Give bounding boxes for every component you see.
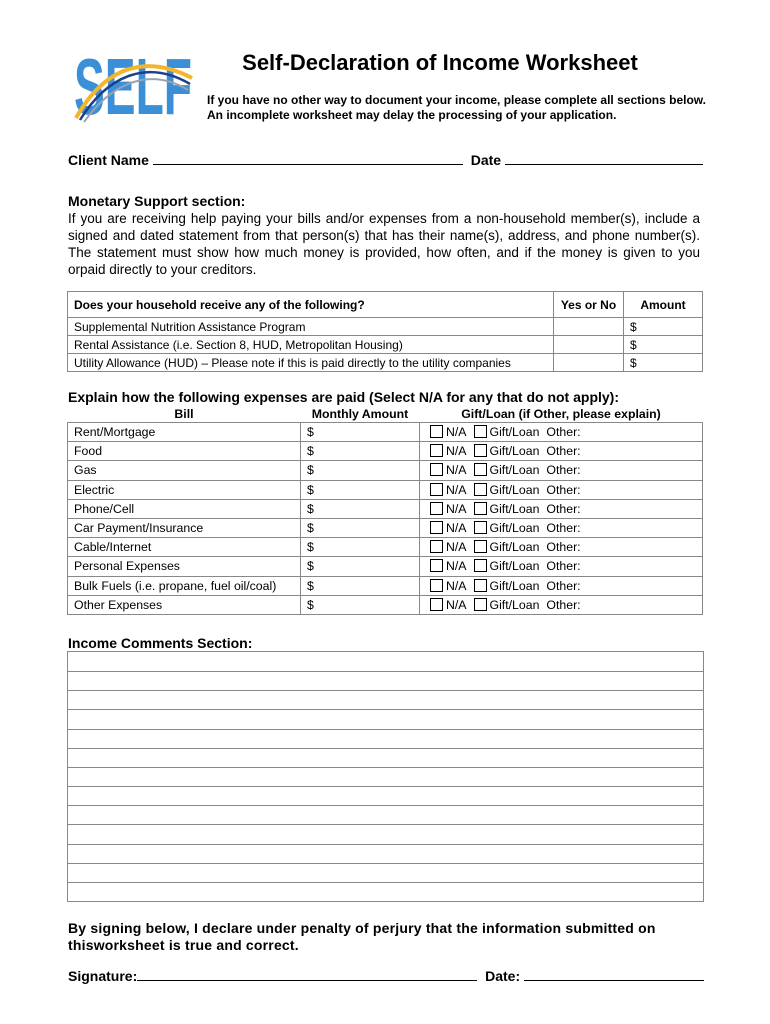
gift-loan-checkbox[interactable] <box>474 483 487 496</box>
table-row <box>68 461 703 480</box>
support-label: Rental Assistance (i.e. Section 8, HUD, Metropolitan Housing) <box>68 336 554 354</box>
gift-loan-label: Gift/Loan <box>489 597 540 612</box>
gift-loan-label: Gift/Loan <box>489 482 540 497</box>
expense-payment-options <box>420 538 703 557</box>
comment-line[interactable] <box>68 786 703 787</box>
table-row <box>68 518 703 537</box>
expense-amount[interactable]: $ <box>301 576 420 595</box>
na-checkbox[interactable] <box>430 425 443 438</box>
expense-bill: Electric <box>68 480 301 499</box>
other-label: Other: <box>546 597 581 612</box>
other-label: Other: <box>546 578 581 593</box>
support-header-question: Does your household receive any of the following? <box>68 292 554 318</box>
support-yesno-cell[interactable] <box>554 336 624 354</box>
expense-bill: Phone/Cell <box>68 499 301 518</box>
expense-amount[interactable]: $ <box>301 480 420 499</box>
table-row <box>68 442 703 461</box>
signature-label: Signature: <box>68 968 138 984</box>
table-row <box>68 576 703 595</box>
gift-loan-checkbox[interactable] <box>474 425 487 438</box>
na-checkbox[interactable] <box>430 502 443 515</box>
expenses-table <box>67 405 703 615</box>
na-checkbox[interactable] <box>430 521 443 534</box>
other-label: Other: <box>546 521 581 536</box>
client-name-label: Client Name <box>68 152 149 168</box>
na-label: N/A <box>446 463 467 478</box>
comment-line[interactable] <box>68 709 703 710</box>
signature-row <box>68 968 708 984</box>
table-row <box>68 538 703 557</box>
na-label: N/A <box>446 521 467 536</box>
expense-payment-options <box>420 423 703 442</box>
signature-date-field[interactable] <box>524 968 704 981</box>
expense-payment-options <box>420 518 703 537</box>
support-header-amount: Amount <box>624 292 703 318</box>
comment-line[interactable] <box>68 671 703 672</box>
table-row <box>68 480 703 499</box>
gift-loan-label: Gift/Loan <box>489 501 540 516</box>
expense-payment-options <box>420 595 703 614</box>
na-checkbox[interactable] <box>430 579 443 592</box>
support-amount-cell[interactable]: $ <box>624 318 703 336</box>
na-label: N/A <box>446 425 467 440</box>
expense-payment-options <box>420 442 703 461</box>
na-checkbox[interactable] <box>430 483 443 496</box>
gift-loan-label: Gift/Loan <box>489 578 540 593</box>
gift-loan-checkbox[interactable] <box>474 521 487 534</box>
expense-payment-options <box>420 499 703 518</box>
table-row <box>68 423 703 442</box>
na-label: N/A <box>446 482 467 497</box>
other-label: Other: <box>546 425 581 440</box>
na-label: N/A <box>446 578 467 593</box>
comment-line[interactable] <box>68 824 703 825</box>
table-row <box>68 557 703 576</box>
comments-heading: Income Comments Section: <box>68 635 253 651</box>
signature-field[interactable] <box>137 968 477 981</box>
expense-payment-options <box>420 480 703 499</box>
na-label: N/A <box>446 540 467 555</box>
gift-loan-label: Gift/Loan <box>489 559 540 574</box>
gift-loan-checkbox[interactable] <box>474 598 487 611</box>
support-header-yesno: Yes or No <box>554 292 624 318</box>
na-label: N/A <box>446 444 467 459</box>
expense-bill: Bulk Fuels (i.e. propane, fuel oil/coal) <box>68 576 301 595</box>
support-label: Utility Allowance (HUD) – Please note if this is paid directly to the utility companies <box>68 354 554 372</box>
other-label: Other: <box>546 444 581 459</box>
signature-date-label: Date: <box>485 968 521 984</box>
expense-payment-options <box>420 461 703 480</box>
expense-bill: Rent/Mortgage <box>68 423 301 442</box>
comment-line[interactable] <box>68 863 703 864</box>
na-label: N/A <box>446 501 467 516</box>
expense-payment-options <box>420 576 703 595</box>
support-amount-cell[interactable]: $ <box>624 336 703 354</box>
expense-amount[interactable]: $ <box>301 538 420 557</box>
table-row <box>68 595 703 614</box>
support-amount-cell[interactable]: $ <box>624 354 703 372</box>
table-row <box>68 318 703 336</box>
comment-line[interactable] <box>68 882 703 883</box>
na-checkbox[interactable] <box>430 598 443 611</box>
other-label: Other: <box>546 463 581 478</box>
expense-bill: Food <box>68 442 301 461</box>
gift-loan-label: Gift/Loan <box>489 444 540 459</box>
na-label: N/A <box>446 559 467 574</box>
expense-amount[interactable]: $ <box>301 595 420 614</box>
comment-line[interactable] <box>68 767 703 768</box>
expense-bill: Gas <box>68 461 301 480</box>
logo-text: SELF <box>74 42 192 131</box>
expenses-header-amount: Monthly Amount <box>301 405 420 423</box>
expense-amount[interactable]: $ <box>301 518 420 537</box>
expenses-header-giftloan: Gift/Loan (if Other, please explain) <box>420 405 703 423</box>
comment-line[interactable] <box>68 729 703 730</box>
date-label: Date <box>470 152 502 168</box>
expense-amount[interactable]: $ <box>301 461 420 480</box>
other-label: Other: <box>546 540 581 555</box>
gift-loan-checkbox[interactable] <box>474 502 487 515</box>
gift-loan-checkbox[interactable] <box>474 463 487 476</box>
gift-loan-label: Gift/Loan <box>489 521 540 536</box>
gift-loan-label: Gift/Loan <box>489 463 540 478</box>
expenses-header-bill: Bill <box>68 405 301 423</box>
na-checkbox[interactable] <box>430 463 443 476</box>
table-row <box>68 336 703 354</box>
expense-amount[interactable]: $ <box>301 499 420 518</box>
expense-bill: Cable/Internet <box>68 538 301 557</box>
table-row <box>68 499 703 518</box>
intro-text: If you have no other way to document your income, please complete all sections below. An incomplete worksheet may delay the processing of your application. <box>207 93 707 122</box>
expense-amount[interactable]: $ <box>301 442 420 461</box>
comments-box[interactable] <box>67 651 704 902</box>
na-checkbox[interactable] <box>430 559 443 572</box>
support-label: Supplemental Nutrition Assistance Program <box>68 318 554 336</box>
expense-bill: Personal Expenses <box>68 557 301 576</box>
gift-loan-label: Gift/Loan <box>489 425 540 440</box>
expenses-heading: Explain how the following expenses are paid (Select N/A for any that do not apply): <box>68 389 619 405</box>
monetary-text: If you are receiving help paying your bills and/or expenses from a non-household member(s), include a signed and dated statement from that person(s) that has their name(s), address, and phone number(s). The statement must show how much money is provided, how often, and if the money is given to you orpaid directly to your creditors. <box>68 211 700 277</box>
client-row <box>68 152 708 168</box>
comment-line[interactable] <box>68 844 703 845</box>
comment-line[interactable] <box>68 805 703 806</box>
gift-loan-checkbox[interactable] <box>474 540 487 553</box>
table-row <box>68 354 703 372</box>
support-table <box>67 291 703 372</box>
gift-loan-checkbox[interactable] <box>474 444 487 457</box>
gift-loan-checkbox[interactable] <box>474 579 487 592</box>
na-label: N/A <box>446 597 467 612</box>
expense-bill: Other Expenses <box>68 595 301 614</box>
page-title: Self-Declaration of Income Worksheet <box>242 50 638 75</box>
support-yesno-cell[interactable] <box>554 354 624 372</box>
other-label: Other: <box>546 482 581 497</box>
expense-bill: Car Payment/Insurance <box>68 518 301 537</box>
expense-amount[interactable]: $ <box>301 423 420 442</box>
client-date-field[interactable] <box>505 152 703 165</box>
other-label: Other: <box>546 501 581 516</box>
na-checkbox[interactable] <box>430 444 443 457</box>
gift-loan-label: Gift/Loan <box>489 540 540 555</box>
gift-loan-checkbox[interactable] <box>474 559 487 572</box>
declaration-text: By signing below, I declare under penalty of perjury that the information submitted on thisworksheet is true and correct. <box>68 920 656 953</box>
self-logo <box>74 42 194 131</box>
expense-amount[interactable]: $ <box>301 557 420 576</box>
expense-payment-options <box>420 557 703 576</box>
na-checkbox[interactable] <box>430 540 443 553</box>
other-label: Other: <box>546 559 581 574</box>
client-name-field[interactable] <box>153 152 463 165</box>
comment-line[interactable] <box>68 748 703 749</box>
support-yesno-cell[interactable] <box>554 318 624 336</box>
comment-line[interactable] <box>68 690 703 691</box>
monetary-heading: Monetary Support section: <box>68 193 246 209</box>
